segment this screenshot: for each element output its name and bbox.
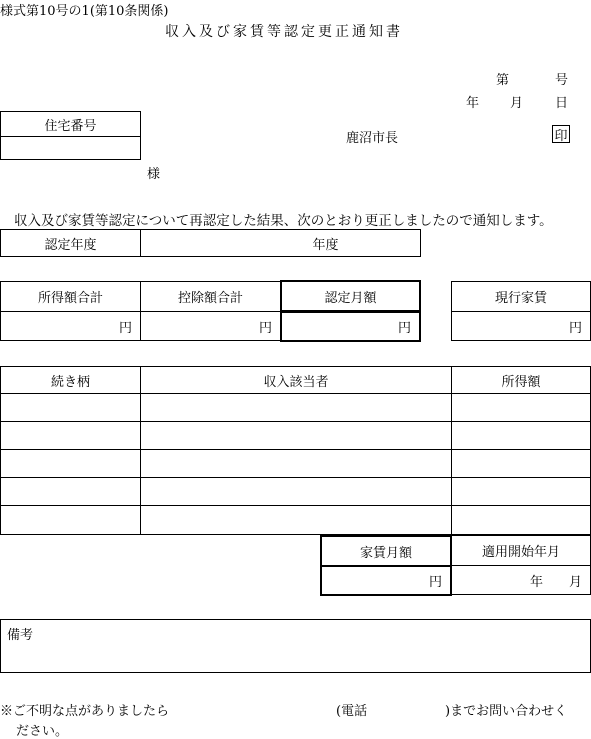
income-amount-cell[interactable] <box>451 421 591 450</box>
income-earner-cell[interactable] <box>140 477 452 506</box>
monthly-rent-field[interactable] <box>320 565 452 596</box>
number-label: 第 <box>496 73 510 88</box>
deduction-total-field[interactable] <box>140 311 281 341</box>
date-month: 月 <box>510 96 524 111</box>
yen-unit: 円 <box>397 321 411 336</box>
footer-phone-label: (電話 <box>336 704 368 719</box>
date-day: 日 <box>555 96 569 111</box>
income-amount-header: 所得額 <box>451 366 591 394</box>
relationship-header: 続き柄 <box>0 366 141 394</box>
income-amount-cell[interactable] <box>451 477 591 506</box>
current-rent-label: 現行家賃 <box>451 281 591 312</box>
start-date-field[interactable] <box>451 565 591 595</box>
cert-year-field[interactable] <box>140 229 421 257</box>
document-title: 収入及び家賃等認定更正通知書 <box>165 24 403 40</box>
relationship-cell[interactable] <box>0 421 141 450</box>
income-earner-cell[interactable] <box>140 421 452 450</box>
income-amount-cell[interactable] <box>451 393 591 422</box>
income-earner-cell[interactable] <box>140 393 452 422</box>
income-total-field[interactable] <box>0 311 141 341</box>
remarks-label: 備考 <box>7 628 34 643</box>
income-earner-header: 収入該当者 <box>140 366 452 394</box>
income-amount-cell[interactable] <box>451 449 591 478</box>
relationship-cell[interactable] <box>0 449 141 478</box>
cert-year-label: 認定年度 <box>0 229 141 257</box>
monthly-rent-label: 家賃月額 <box>320 535 452 567</box>
relationship-cell[interactable] <box>0 477 141 506</box>
start-date-label: 適用開始年月 <box>451 535 591 566</box>
remarks-box[interactable] <box>0 619 591 673</box>
intro-text: 収入及び家賃等認定について再認定した結果、次のとおり更正しましたので通知します。 <box>14 213 553 229</box>
footer-contact: )までお問い合わせく <box>445 704 568 719</box>
income-amount-cell[interactable] <box>451 505 591 535</box>
income-total-label: 所得額合計 <box>0 281 141 312</box>
footer-note-continuation: ださい。 <box>16 724 69 739</box>
yen-unit: 円 <box>568 320 582 336</box>
monthly-cert-label: 認定月額 <box>280 280 421 312</box>
relationship-cell[interactable] <box>0 393 141 422</box>
income-earner-cell[interactable] <box>140 505 452 535</box>
deduction-total-label: 控除額合計 <box>140 281 281 312</box>
yen-unit: 円 <box>258 320 272 336</box>
start-month-unit: 月 <box>568 574 582 590</box>
issuer-name: 鹿沼市長 <box>346 131 399 146</box>
yen-unit: 円 <box>428 575 442 590</box>
form-number: 様式第10号の1(第10条関係) <box>0 4 169 19</box>
housing-number-label: 住宅番号 <box>0 111 141 137</box>
housing-number-field[interactable] <box>0 136 141 160</box>
footer-note: ※ご不明な点がありましたら <box>0 704 170 719</box>
current-rent-field[interactable] <box>451 311 591 341</box>
monthly-cert-field[interactable] <box>280 311 421 342</box>
yen-unit: 円 <box>118 320 132 336</box>
seal-mark: 印 <box>552 125 570 143</box>
cert-year-unit: 年度 <box>312 237 339 253</box>
date-year: 年 <box>466 96 480 111</box>
relationship-cell[interactable] <box>0 505 141 535</box>
number-suffix: 号 <box>555 73 569 88</box>
sama-label: 様 <box>147 167 161 182</box>
income-earner-cell[interactable] <box>140 449 452 478</box>
start-year-unit: 年 <box>529 574 543 590</box>
